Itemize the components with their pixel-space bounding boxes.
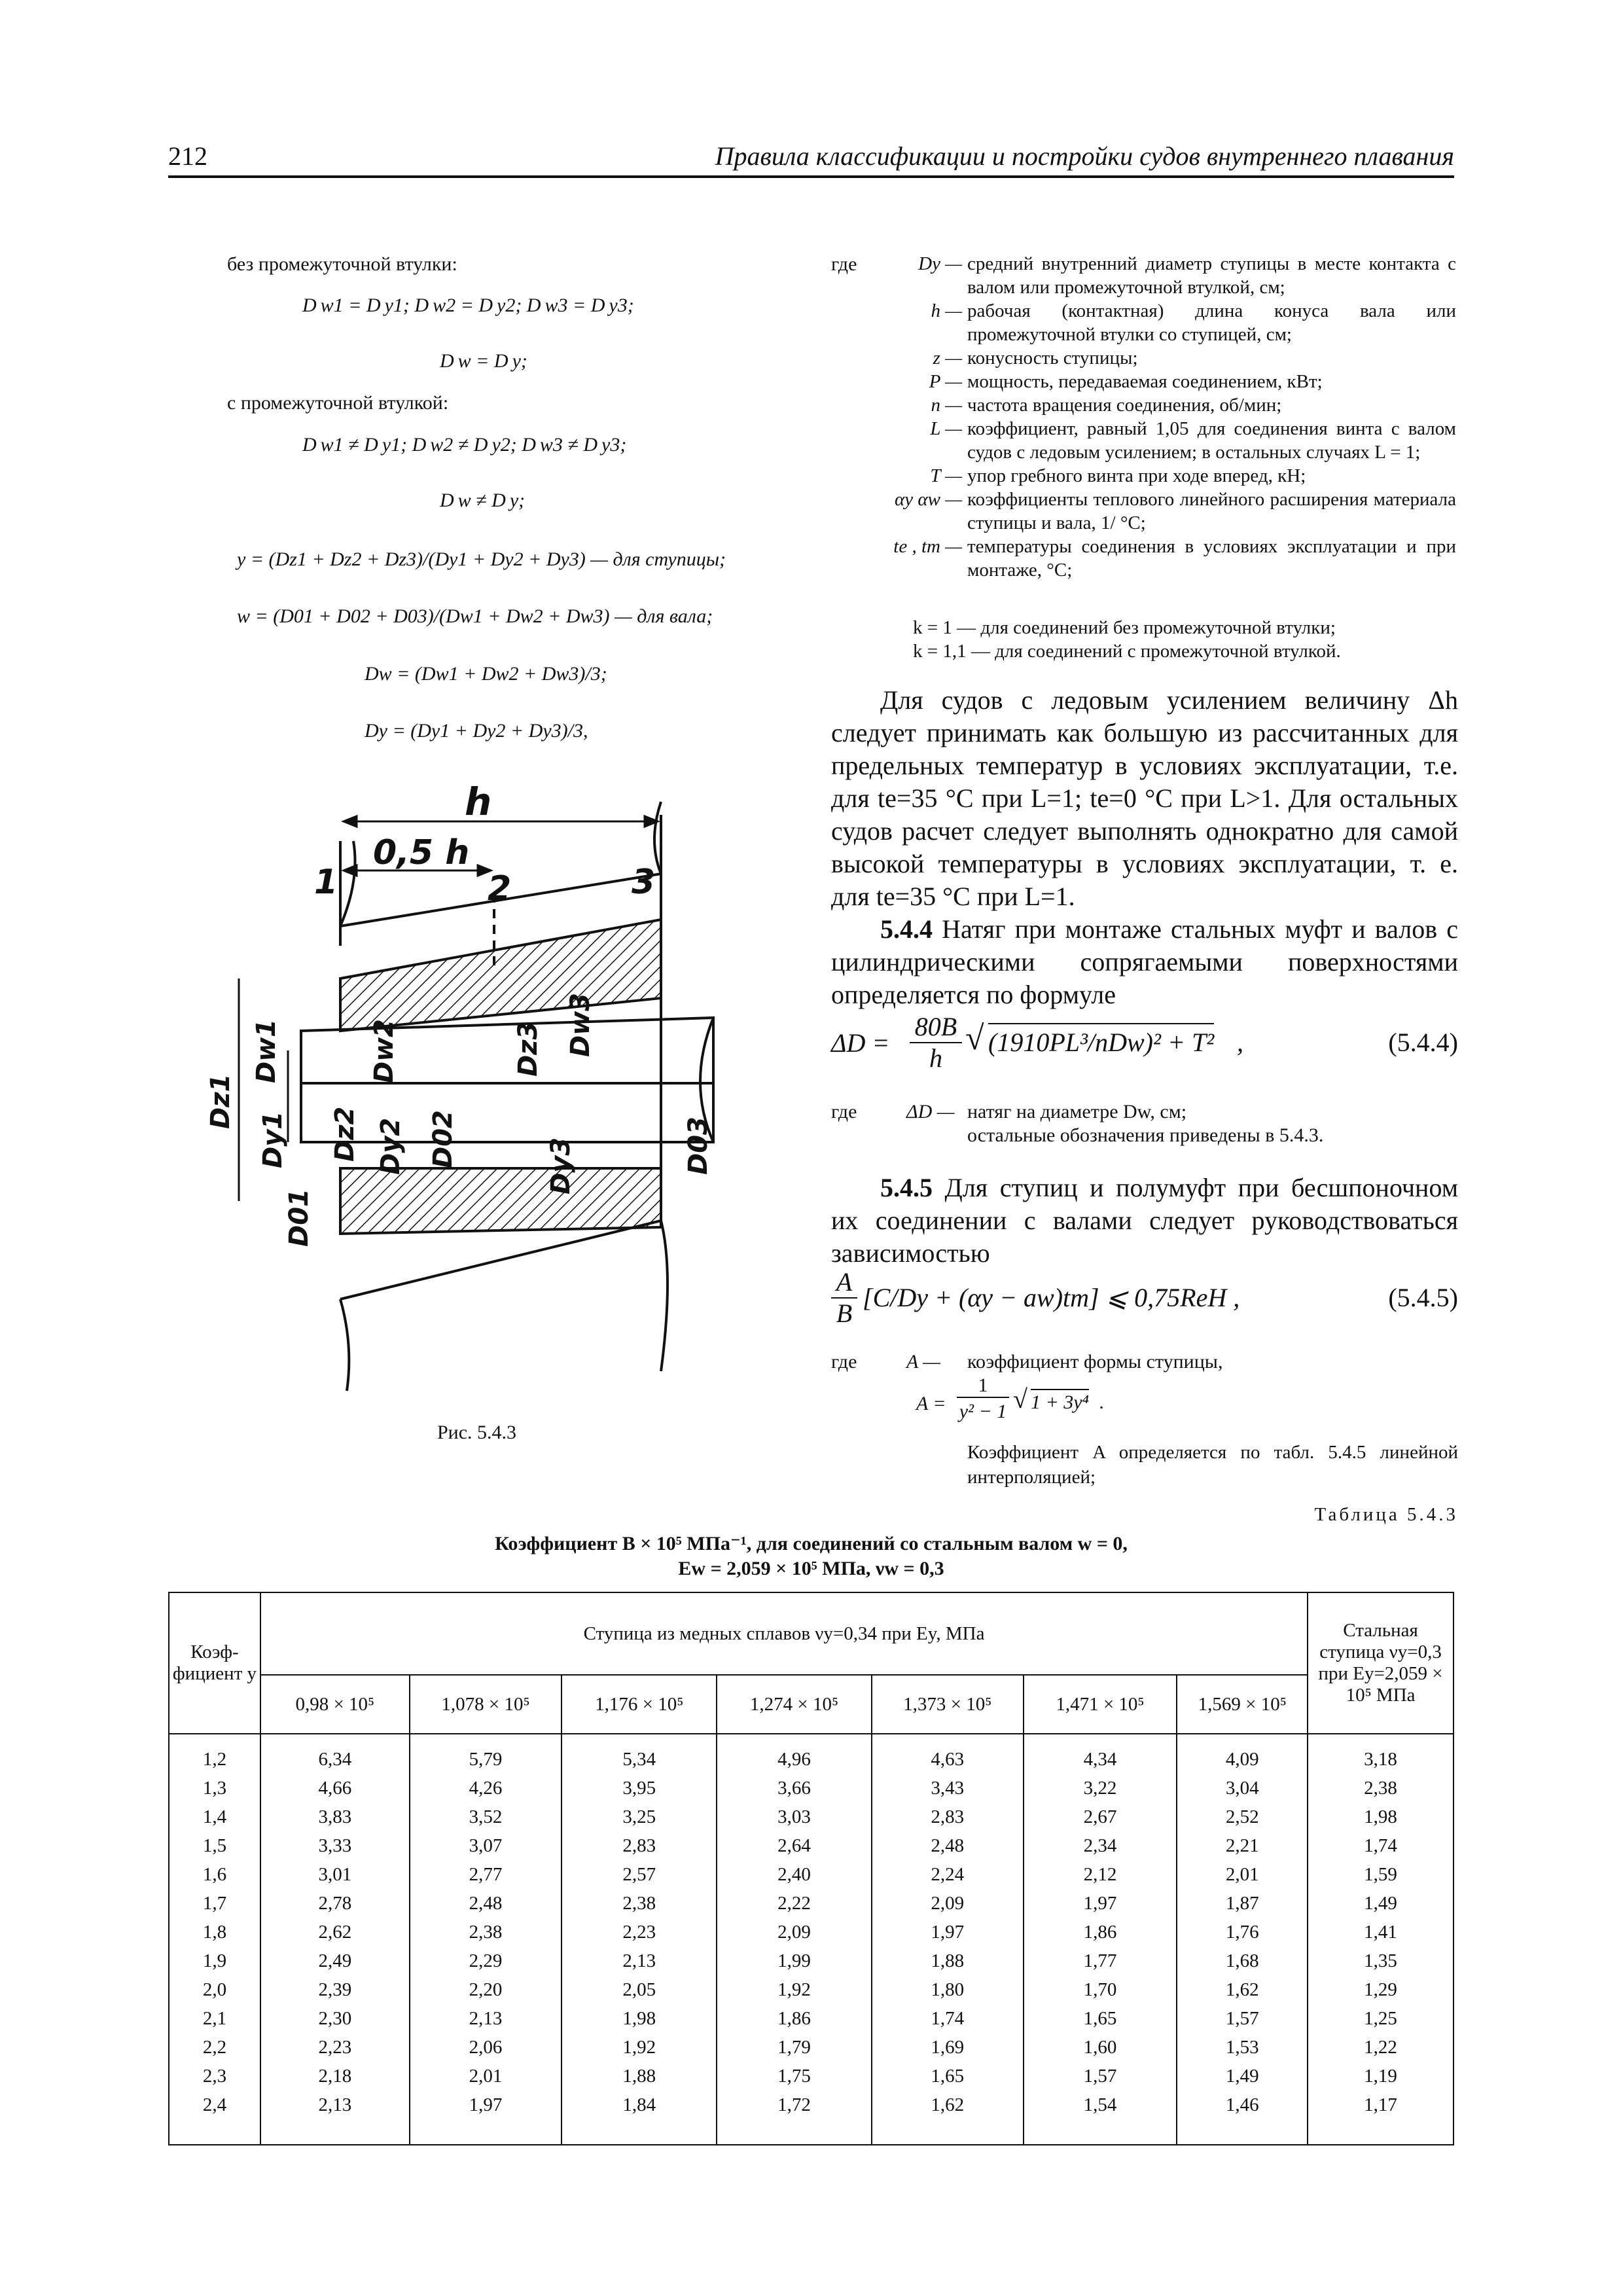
row-coefficient: 1,8 (169, 1918, 260, 1946)
table-cell: 1,72 (717, 2090, 872, 2145)
running-title: Правила классификации и постройки судов внутреннего плавания (715, 141, 1454, 171)
table-cell: 1,49 (1177, 2062, 1308, 2090)
table-cell: 2,09 (872, 1889, 1024, 1918)
coefficient-table (168, 1592, 1454, 2145)
table-cell: 3,33 (260, 1831, 410, 1860)
legend-item (870, 393, 1456, 417)
legend-item (870, 346, 1456, 370)
section-5-4-5-number: 5.4.5 (880, 1173, 933, 1202)
label-d01: D01 (284, 1189, 314, 1247)
legend-symbol: Dy — (918, 253, 962, 274)
formula-dy-mean: Dy = (Dy1 + Dy2 + Dy3)/3, (365, 720, 588, 742)
where2-a: натяг на диаметре Dw, см; (967, 1101, 1187, 1122)
formula-w: w = (D01 + D02 + D03)/(Dw1 + Dw2 + Dw3) — для вала; (237, 605, 713, 627)
label-dz3: Dz3 (513, 1021, 543, 1077)
table-cell: 4,66 (260, 1774, 410, 1803)
table-cell: 4,96 (717, 1734, 872, 1774)
table-row (169, 1831, 1454, 1860)
table-cell: 2,67 (1024, 1803, 1177, 1831)
eqa-den: y² − 1 (959, 1401, 1007, 1422)
table-cell: 2,23 (562, 1918, 717, 1946)
legend-text: рабочая (контактная) длина конуса вала или промежуточной втулки со ступицей, см; (967, 300, 1456, 345)
legend-symbol: z — (933, 348, 962, 368)
column-header: 0,98 × 10⁵ (260, 1675, 410, 1734)
formula-y: y = (Dz1 + Dz2 + Dz3)/(Dy1 + Dy2 + Dy3) — для ступицы; (237, 548, 726, 570)
table-cell: 2,78 (260, 1889, 410, 1918)
table-cell: 3,43 (872, 1774, 1024, 1803)
table-cell: 2,38 (410, 1918, 562, 1946)
table-cell: 1,70 (1024, 1975, 1177, 2004)
table-cell: 2,62 (260, 1918, 410, 1946)
figure-caption: Рис. 5.4.3 (437, 1422, 517, 1443)
section-5-4-4 (831, 913, 1458, 1011)
table-row (169, 2033, 1454, 2062)
table-cell: 1,84 (562, 2090, 717, 2145)
legend-symbol: n — (931, 395, 962, 416)
table-row (169, 2062, 1454, 2090)
eqa-lhs: A = (916, 1393, 946, 1414)
table-cell: 1,99 (717, 1946, 872, 1975)
legend-text: упор гребного винта при ходе вперед, кН; (967, 465, 1306, 486)
table-cell: 3,18 (1308, 1734, 1454, 1774)
eqa-num: 1 (957, 1374, 1009, 1398)
label-3: 3 (632, 863, 656, 902)
label-dw3: Dw3 (565, 993, 596, 1057)
table-cell: 2,06 (410, 2033, 562, 2062)
table-row (169, 1774, 1454, 1803)
formula-dw-ne-dy: D w ≠ D y; (440, 490, 526, 511)
eqa-radicand: 1 + 3y⁴ (1031, 1389, 1089, 1414)
label-dw2: Dw2 (369, 1019, 399, 1083)
eq544-tail: , (1237, 1028, 1243, 1057)
table-cell: 2,52 (1177, 1803, 1308, 1831)
table-cell: 1,29 (1308, 1975, 1454, 2004)
where3-b: Коэффициент A определяется по табл. 5.4.5 линейной интерполяцией; (967, 1442, 1458, 1488)
with-sleeve-label: с промежуточной втулкой: (227, 392, 449, 414)
table-cell: 2,38 (562, 1889, 717, 1918)
table-cell: 1,69 (872, 2033, 1024, 2062)
section-5-4-4-text: Натяг при монтаже стальных муфт и валов с цилиндрическими сопрягаемыми поверхностями определяется по формуле (831, 914, 1458, 1009)
label-dy3: Dy3 (546, 1137, 576, 1194)
table-cell: 4,26 (410, 1774, 562, 1803)
column-header: 1,176 × 10⁵ (562, 1675, 717, 1734)
table-cell: 1,35 (1308, 1946, 1454, 1975)
table-cell: 1,79 (717, 2033, 872, 2062)
table-cell: 4,09 (1177, 1734, 1308, 1774)
eq544-number: (5.4.4) (1388, 1028, 1458, 1057)
eq545-den: B (836, 1299, 853, 1328)
table-cell: 1,77 (1024, 1946, 1177, 1975)
legend-symbol: L — (930, 418, 962, 439)
label-dy1: Dy1 (258, 1111, 288, 1168)
table-row (169, 1734, 1454, 1774)
table-cell: 2,83 (872, 1803, 1024, 1831)
table-cell: 1,62 (1177, 1975, 1308, 2004)
header-copper-group: Ступица из медных сплавов νy=0,34 при Ey, МПа (260, 1592, 1308, 1675)
label-h: h (465, 780, 492, 824)
legend-item (870, 464, 1456, 488)
label-d02: D02 (428, 1110, 458, 1168)
where3-sym: A — (906, 1351, 940, 1372)
section-5-4-5 (831, 1172, 1458, 1270)
legend-text: температуры соединения в условиях эксплуатации и при монтаже, °С; (967, 536, 1456, 581)
legend-item (870, 299, 1456, 346)
table-cell: 1,98 (1308, 1803, 1454, 1831)
table-cell: 1,22 (1308, 2033, 1454, 2062)
table-cell: 1,46 (1177, 2090, 1308, 2145)
eq544-lhs: ΔD = (831, 1028, 890, 1058)
legend-symbol: T — (930, 465, 962, 486)
table-row (169, 1946, 1454, 1975)
legend-symbol: αy αw — (895, 489, 962, 510)
sleeve-top-hatch (340, 920, 661, 1031)
table-cell: 2,23 (260, 2033, 410, 2062)
row-coefficient: 2,1 (169, 2004, 260, 2033)
eq544-den: h (929, 1043, 942, 1073)
equation-5-4-4 (831, 1011, 1458, 1073)
where-label: где (831, 253, 857, 275)
table-cell: 1,74 (1308, 1831, 1454, 1860)
table-cell: 3,95 (562, 1774, 717, 1803)
row-coefficient: 1,7 (169, 1889, 260, 1918)
eq544-sqrt: √ (965, 1020, 984, 1057)
equation-a (916, 1374, 1243, 1433)
label-dy2: Dy2 (376, 1117, 406, 1175)
table-cell: 1,97 (1024, 1889, 1177, 1918)
table-cell: 4,34 (1024, 1734, 1177, 1774)
table-cell: 5,34 (562, 1734, 717, 1774)
table-cell: 1,97 (410, 2090, 562, 2145)
table-cell: 3,83 (260, 1803, 410, 1831)
formula-dw-ne-dy-parts: D w1 ≠ D y1; D w2 ≠ D y2; D w3 ≠ D y3; (302, 434, 627, 456)
eqa-sqrt: √ (1013, 1384, 1027, 1414)
header-rule (168, 175, 1454, 178)
legend-symbol: te , tm — (893, 536, 962, 557)
label-dz2: Dz2 (330, 1106, 360, 1162)
row-coefficient: 1,2 (169, 1734, 260, 1774)
table-cell: 3,01 (260, 1860, 410, 1889)
table-cell: 1,60 (1024, 2033, 1177, 2062)
formula-dw-mean: Dw = (Dw1 + Dw2 + Dw3)/3; (365, 663, 607, 685)
table-cell: 1,75 (717, 2062, 872, 2090)
table-cell: 1,54 (1024, 2090, 1177, 2145)
section-5-4-4-number: 5.4.4 (880, 914, 933, 944)
table-cell: 2,38 (1308, 1774, 1454, 1803)
table-cell: 3,25 (562, 1803, 717, 1831)
table-cell: 2,48 (410, 1889, 562, 1918)
equation-5-4-5 (831, 1266, 1458, 1328)
table-cell: 3,66 (717, 1774, 872, 1803)
legend-text: коэффициент, равный 1,05 для соединения винта с валом судов с ледовым усилением; в остальных случаях L = 1; (967, 418, 1456, 463)
table-cell: 1,53 (1177, 2033, 1308, 2062)
table-cell: 1,57 (1177, 2004, 1308, 2033)
formula-dw-eq-dy-parts: D w1 = D y1; D w2 = D y2; D w3 = D y3; (302, 295, 634, 316)
label-d03: D03 (683, 1117, 713, 1175)
table-title-line-1: Коэффициент B × 10⁵ МПа⁻¹, для соединений со стальным валом w = 0, (495, 1533, 1128, 1554)
table-cell: 1,88 (562, 2062, 717, 2090)
table-cell: 3,03 (717, 1803, 872, 1831)
k1-line: k = 1 — для соединений без промежуточной втулки; (913, 617, 1336, 638)
table-row (169, 2004, 1454, 2033)
table-cell: 1,49 (1308, 1889, 1454, 1918)
label-1: 1 (314, 863, 338, 902)
table-cell: 2,64 (717, 1831, 872, 1860)
table-row (169, 1803, 1454, 1831)
legend-symbol: h — (931, 300, 962, 321)
no-sleeve-label: без промежуточной втулки: (227, 253, 457, 275)
where2-b: остальные обозначения приведены в 5.4.3. (967, 1124, 1324, 1146)
table-cell: 1,65 (1024, 2004, 1177, 2033)
label-dz1: Dz1 (205, 1073, 236, 1129)
eq544-radicand: (1910PL³/nDw)² + T² (988, 1023, 1214, 1058)
table-cell: 2,29 (410, 1946, 562, 1975)
table-cell: 1,92 (717, 1975, 872, 2004)
table-cell: 2,13 (562, 1946, 717, 1975)
eqa-tail: . (1099, 1391, 1105, 1413)
label-half-h: 0,5 h (373, 833, 470, 872)
table-cell: 2,01 (410, 2062, 562, 2090)
header-steel: Стальная ступица νy=0,3 при Ey=2,059 × 10⁵ МПа (1308, 1592, 1454, 1734)
table-cell: 3,07 (410, 1831, 562, 1860)
column-header: 1,078 × 10⁵ (410, 1675, 562, 1734)
table-cell: 2,34 (1024, 1831, 1177, 1860)
table-cell: 3,52 (410, 1803, 562, 1831)
eq545-num: A (831, 1266, 857, 1299)
table-cell: 1,92 (562, 2033, 717, 2062)
legend-symbol: P — (929, 371, 962, 392)
table-cell: 6,34 (260, 1734, 410, 1774)
where3-label: где (831, 1351, 857, 1372)
table-cell: 2,21 (1177, 1831, 1308, 1860)
row-coefficient: 1,4 (169, 1803, 260, 1831)
table-cell: 1,57 (1024, 2062, 1177, 2090)
header-coef: Коэф-фициент y (169, 1592, 260, 1734)
table-cell: 1,80 (872, 1975, 1024, 2004)
table-cell: 1,68 (1177, 1946, 1308, 1975)
row-coefficient: 1,5 (169, 1831, 260, 1860)
table-cell: 4,63 (872, 1734, 1024, 1774)
table-cell: 1,62 (872, 2090, 1024, 2145)
table-cell: 1,98 (562, 2004, 717, 2033)
formula-dw-eq-dy: D w = D y; (440, 350, 527, 372)
where2-sym: ΔD — (906, 1101, 955, 1122)
table-cell: 1,41 (1308, 1918, 1454, 1946)
table-cell: 1,19 (1308, 2062, 1454, 2090)
row-coefficient: 1,9 (169, 1946, 260, 1975)
column-header: 1,569 × 10⁵ (1177, 1675, 1308, 1734)
row-coefficient: 2,0 (169, 1975, 260, 2004)
sleeve-bottom-hatch (340, 1168, 661, 1234)
table-cell: 2,01 (1177, 1860, 1308, 1889)
table-cell: 2,05 (562, 1975, 717, 2004)
table-cell: 2,12 (1024, 1860, 1177, 1889)
table-cell: 1,17 (1308, 2090, 1454, 2145)
legend-text: частота вращения соединения, об/мин; (967, 395, 1282, 416)
table-cell: 2,20 (410, 1975, 562, 2004)
table-cell: 2,22 (717, 1889, 872, 1918)
legend-item (870, 252, 1456, 299)
legend-text: мощность, передаваемая соединением, кВт; (967, 371, 1323, 392)
page-number: 212 (168, 141, 207, 171)
table-cell: 2,18 (260, 2062, 410, 2090)
figure-5-4-3 (190, 776, 733, 1404)
table-cell: 3,22 (1024, 1774, 1177, 1803)
label-dw1: Dw1 (251, 1019, 281, 1083)
table-cell: 2,09 (717, 1918, 872, 1946)
table-cell: 1,86 (717, 2004, 872, 2033)
eq545-number: (5.4.5) (1388, 1283, 1458, 1312)
table-cell: 1,65 (872, 2062, 1024, 2090)
table-row (169, 1918, 1454, 1946)
legend-item (870, 417, 1456, 464)
label-2: 2 (488, 869, 512, 908)
table-cell: 1,87 (1177, 1889, 1308, 1918)
table-cell: 2,49 (260, 1946, 410, 1975)
table-cell: 1,59 (1308, 1860, 1454, 1889)
section-5-4-5-text: Для ступиц и полумуфт при бесшпоночном их соединении с валами следует руководствоваться зависимостью (831, 1173, 1458, 1268)
legend-item (870, 535, 1456, 582)
legend-list (870, 252, 1456, 582)
legend-item (870, 370, 1456, 393)
paragraph-ice: Для судов с ледовым усилением величину Δh следует принимать как большую из рассчитанных для предельных температур в условиях эксплуатации, т.е. для te=35 °С при L=1; te=0 °С при L>1. Для остальных судов расчет следует выполнять однократно для самой высокой температуры в условиях эксплуатации, т. е. для te=35 °С при L=1. (831, 685, 1458, 911)
legend-text: средний внутренний диаметр ступицы в месте контакта с валом или промежуточной втулкой, см; (967, 253, 1456, 298)
table-row (169, 2090, 1454, 2145)
table-label: Таблица 5.4.3 (1314, 1504, 1458, 1525)
table-cell: 2,30 (260, 2004, 410, 2033)
table-cell: 2,13 (260, 2090, 410, 2145)
legend-item (870, 488, 1456, 535)
table-cell: 2,40 (717, 1860, 872, 1889)
table-cell: 2,83 (562, 1831, 717, 1860)
table-cell: 2,48 (872, 1831, 1024, 1860)
row-coefficient: 2,4 (169, 2090, 260, 2145)
table-cell: 2,39 (260, 1975, 410, 2004)
table-cell: 1,86 (1024, 1918, 1177, 1946)
table-title (168, 1532, 1454, 1581)
table-cell: 2,77 (410, 1860, 562, 1889)
table-row (169, 1889, 1454, 1918)
where2-label: где (831, 1101, 857, 1122)
k2-line: k = 1,1 — для соединений с промежуточной втулкой. (913, 641, 1341, 662)
column-header: 1,373 × 10⁵ (872, 1675, 1024, 1734)
eq544-num: 80B (910, 1011, 962, 1043)
legend-text: конусность ступицы; (967, 348, 1138, 368)
table-row (169, 1860, 1454, 1889)
table-cell: 1,74 (872, 2004, 1024, 2033)
table-cell: 5,79 (410, 1734, 562, 1774)
table-cell: 2,13 (410, 2004, 562, 2033)
row-coefficient: 2,3 (169, 2062, 260, 2090)
row-coefficient: 1,3 (169, 1774, 260, 1803)
table-cell: 1,25 (1308, 2004, 1454, 2033)
table-cell: 1,97 (872, 1918, 1024, 1946)
table-cell: 2,57 (562, 1860, 717, 1889)
eq545-body: [C/Dy + (αy − aw)tm] ⩽ 0,75ReH , (863, 1283, 1240, 1312)
legend-text: коэффициенты теплового линейного расширения материала ступицы и вала, 1/ °С; (967, 489, 1456, 533)
table-cell: 2,24 (872, 1860, 1024, 1889)
table-cell: 3,04 (1177, 1774, 1308, 1803)
table-cell: 1,88 (872, 1946, 1024, 1975)
table-title-line-2: Ew = 2,059 × 10⁵ МПа, νw = 0,3 (678, 1558, 944, 1579)
where3-a: коэффициент формы ступицы, (967, 1351, 1223, 1372)
column-header: 1,471 × 10⁵ (1024, 1675, 1177, 1734)
column-header: 1,274 × 10⁵ (717, 1675, 872, 1734)
table-row (169, 1975, 1454, 2004)
row-coefficient: 1,6 (169, 1860, 260, 1889)
table-cell: 1,76 (1177, 1918, 1308, 1946)
row-coefficient: 2,2 (169, 2033, 260, 2062)
